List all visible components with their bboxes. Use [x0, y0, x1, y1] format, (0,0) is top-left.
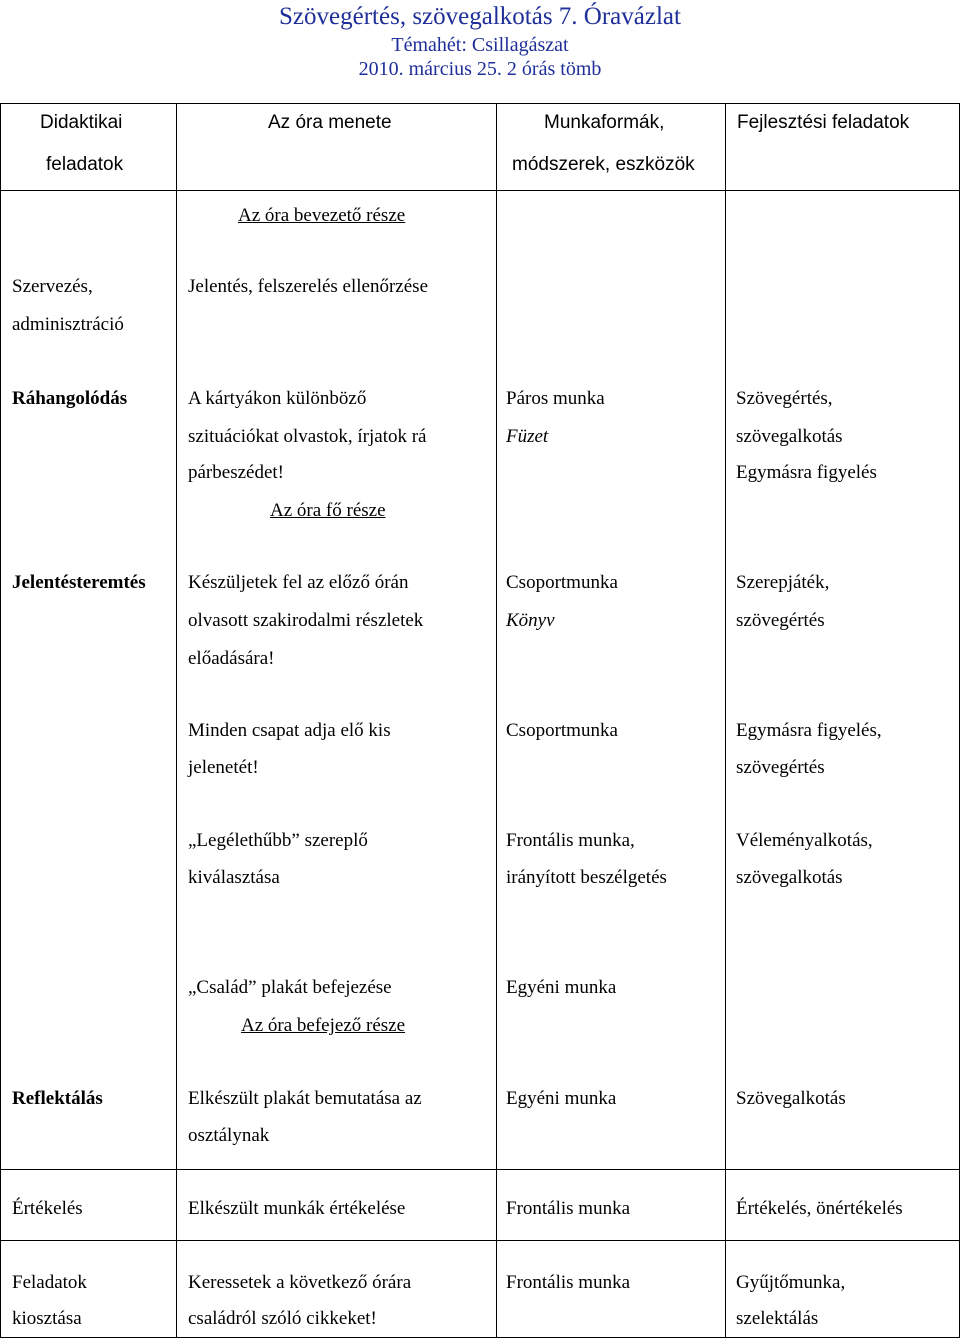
- table-cell: Frontális munka,: [506, 830, 635, 851]
- table-cell: Frontális munka: [506, 1272, 631, 1293]
- table-cell: Értékelés, önértékelés: [736, 1198, 903, 1219]
- table-cell: Reflektálás: [12, 1088, 103, 1109]
- table-rule: [0, 1240, 960, 1241]
- table-cell: Készüljetek fel az előző órán: [188, 572, 409, 593]
- table-cell: A kártyákon különböző: [188, 388, 367, 409]
- table-rule: [0, 1169, 960, 1170]
- table-cell: Feladatok: [12, 1272, 87, 1293]
- table-cell: Szervezés,: [12, 276, 93, 297]
- table-cell: Páros munka: [506, 388, 605, 409]
- document-date: 2010. március 25. 2 órás tömb: [358, 58, 602, 80]
- table-cell: Csoportmunka: [506, 572, 618, 593]
- table-cell: Véleményalkotás,: [736, 830, 873, 851]
- table-cell: Jelentésteremtés: [12, 572, 146, 593]
- table-cell: Egyéni munka: [506, 977, 617, 998]
- table-cell: szövegértés: [736, 610, 825, 631]
- table-rule: [496, 103, 497, 1338]
- section-title: Az óra befejező része: [241, 1015, 406, 1036]
- table-cell: szövegalkotás: [736, 426, 843, 447]
- table-cell: szelektálás: [736, 1308, 819, 1329]
- table-cell: jelenetét!: [188, 757, 259, 778]
- table-cell: kiválasztása: [188, 867, 280, 888]
- table-border-left: [0, 103, 1, 1338]
- table-cell: szituációkat olvastok, írjatok rá: [188, 426, 427, 447]
- table-cell: Egymásra figyelés,: [736, 720, 882, 741]
- table-cell: Értékelés: [12, 1198, 83, 1219]
- table-cell: szövegalkotás: [736, 867, 843, 888]
- table-cell: osztálynak: [188, 1125, 270, 1146]
- column-header: módszerek, eszközök: [512, 154, 695, 175]
- table-cell: szövegértés: [736, 757, 825, 778]
- table-cell: Egymásra figyelés: [736, 462, 877, 483]
- column-header: Fejlesztési feladatok: [737, 112, 910, 133]
- table-cell: párbeszédet!: [188, 462, 284, 483]
- table-cell: Frontális munka: [506, 1198, 631, 1219]
- table-cell: Minden csapat adja elő kis: [188, 720, 391, 741]
- table-cell: családról szóló cikkeket!: [188, 1308, 377, 1329]
- table-cell: Szövegalkotás: [736, 1088, 846, 1109]
- table-cell: előadására!: [188, 648, 275, 669]
- table-cell: Csoportmunka: [506, 720, 618, 741]
- section-title: Az óra bevezető része: [238, 205, 406, 226]
- table-cell: kiosztása: [12, 1308, 82, 1329]
- document-topic: Témahét: Csillagászat: [391, 34, 569, 56]
- column-header: feladatok: [46, 154, 124, 175]
- table-cell: Könyv: [506, 610, 555, 631]
- table-cell: „Család” plakát befejezése: [188, 977, 392, 998]
- table-cell: Gyűjtőmunka,: [736, 1272, 846, 1293]
- column-header: Didaktikai: [40, 112, 123, 133]
- table-rule: [725, 103, 726, 1338]
- table-cell: irányított beszélgetés: [506, 867, 667, 888]
- table-rule: [176, 103, 177, 1338]
- table-cell: Egyéni munka: [506, 1088, 617, 1109]
- table-rule: [0, 190, 960, 191]
- table-cell: Keressetek a következő órára: [188, 1272, 412, 1293]
- table-cell: Füzet: [506, 426, 549, 447]
- table-cell: Ráhangolódás: [12, 388, 128, 409]
- document-title: Szövegértés, szövegalkotás 7. Óravázlat: [279, 3, 681, 30]
- table-cell: Szerepjáték,: [736, 572, 830, 593]
- section-title: Az óra fő része: [270, 500, 386, 521]
- table-cell: Jelentés, felszerelés ellenőrzése: [188, 276, 429, 297]
- table-cell: „Legélethűbb” szereplő: [188, 830, 368, 851]
- table-cell: Szövegértés,: [736, 388, 833, 409]
- table-cell: olvasott szakirodalmi részletek: [188, 610, 424, 631]
- table-cell: adminisztráció: [12, 314, 124, 335]
- table-cell: Elkészült munkák értékelése: [188, 1198, 406, 1219]
- table-cell: Elkészült plakát bemutatása az: [188, 1088, 422, 1109]
- column-header: Az óra menete: [268, 112, 392, 133]
- column-header: Munkaformák,: [544, 112, 665, 133]
